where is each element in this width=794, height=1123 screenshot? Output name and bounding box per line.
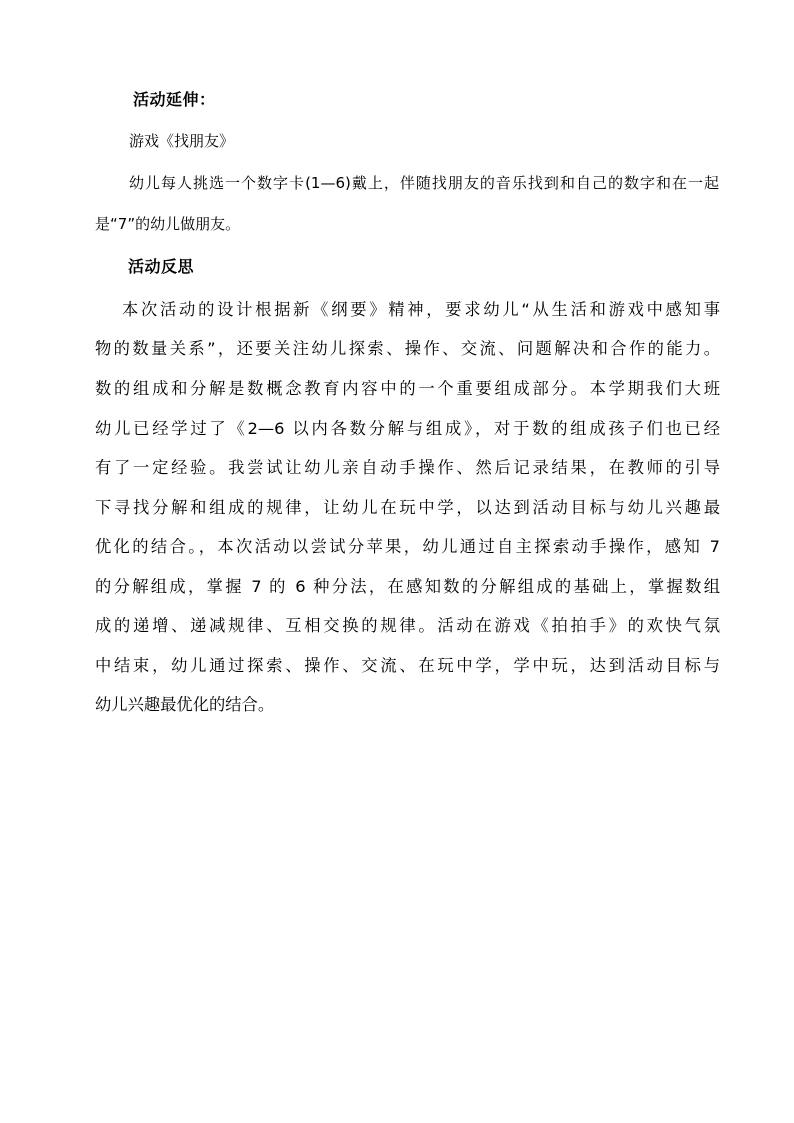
reflection-line: 幼儿已经学过了《2—6 以内各数分解与组成》，对于数的组成孩子们也已经	[95, 419, 720, 438]
reflection-heading: 活动反思	[128, 257, 195, 276]
reflection-line: 有了一定经验。我尝试让幼儿亲自动手操作、然后记录结果，在教师的引导	[95, 458, 720, 477]
extension-heading: 活动延伸：	[133, 90, 216, 109]
extension-line-1: 幼儿每人挑选一个数字卡(1—6)戴上，伴随找朋友的音乐找到和自己的数字和在一起	[129, 174, 719, 192]
reflection-line: 中结束，幼儿通过探索、操作、交流、在玩中学，学中玩，达到活动目标与	[95, 656, 720, 675]
reflection-line: 幼儿兴趣最优化的结合。	[95, 695, 275, 714]
reflection-line: 下寻找分解和组成的规律，让幼儿在玩中学，以达到活动目标与幼儿兴趣最	[95, 498, 720, 517]
game-title: 游戏《找朋友》	[129, 132, 235, 150]
reflection-line: 成的递增、递减规律、互相交换的规律。活动在游戏《拍拍手》的欢快气氛	[95, 616, 720, 635]
extension-line-2: 是“7”的幼儿做朋友。	[95, 215, 241, 233]
reflection-line: 物的数量关系”，还要关注幼儿探索、操作、交流、问题解决和合作的能力。	[95, 339, 720, 358]
reflection-line: 的分解组成，掌握 7 的 6 种分法，在感知数的分解组成的基础上，掌握数组	[95, 577, 720, 596]
reflection-line: 优化的结合。，本次活动以尝试分苹果，幼儿通过自主探索动手操作，感知 7	[95, 537, 720, 556]
reflection-line: 本次活动的设计根据新《纲要》精神，要求幼儿“从生活和游戏中感知事	[122, 300, 720, 319]
reflection-line: 数的组成和分解是数概念教育内容中的一个重要组成部分。本学期我们大班	[95, 379, 720, 398]
